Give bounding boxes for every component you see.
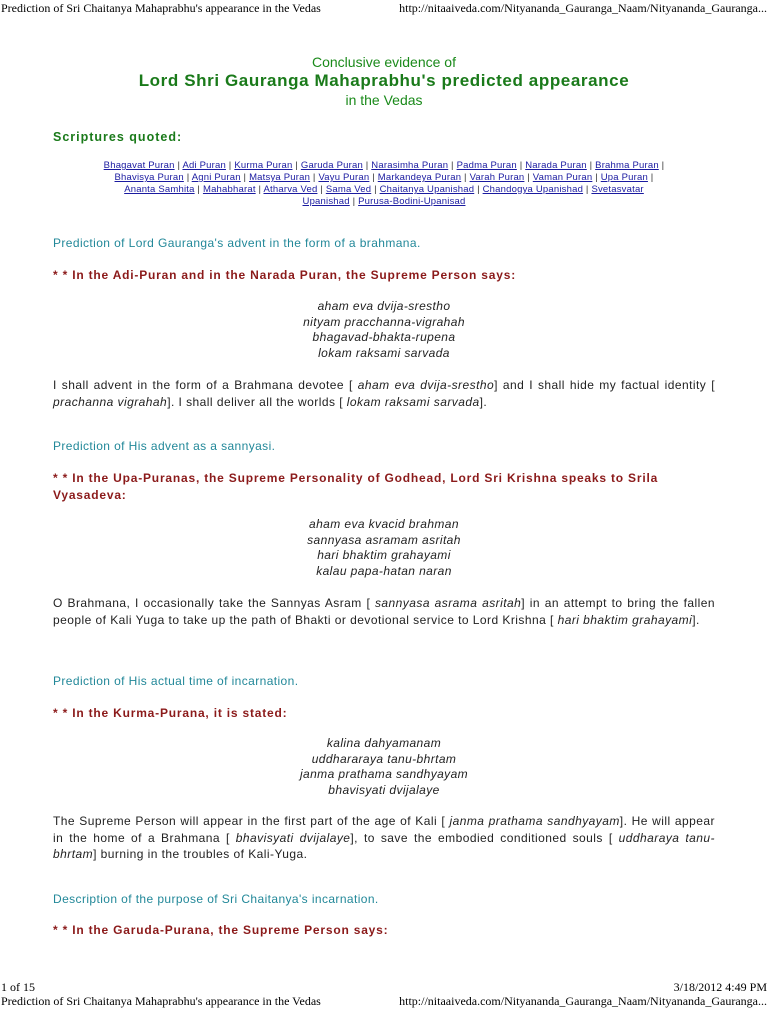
scripture-link[interactable]: Mahabharat	[202, 184, 256, 195]
scripture-link[interactable]: Brahma Puran	[595, 160, 659, 171]
link-separator: |	[592, 172, 601, 183]
sanskrit-phrase: aham eva dvija-srestho	[357, 378, 495, 392]
scriptures-heading: Scriptures quoted:	[53, 130, 183, 144]
link-separator: |	[448, 160, 457, 171]
scripture-link[interactable]: Matsya Puran	[249, 172, 311, 183]
verse-line: kalau papa-hatan naran	[316, 563, 452, 578]
scripture-links-row	[53, 184, 715, 196]
section-3-translation	[53, 813, 715, 863]
scripture-link[interactable]: Adi Puran	[182, 160, 226, 171]
heading-line-3: in the Vedas	[345, 92, 423, 108]
print-footer-line-2	[0, 994, 768, 1009]
link-separator: |	[474, 184, 483, 195]
link-separator: |	[310, 172, 319, 183]
verse-line: lokam raksami sarvada	[318, 345, 450, 360]
link-separator: |	[240, 172, 250, 183]
scripture-links-row	[53, 172, 715, 184]
print-header-title: Prediction of Sri Chaitanya Mahaprabhu's appearance in the Vedas	[1, 1, 321, 15]
translation-text: ] in an attempt to bring the fallen people of Kali Yuga to take up the path of Bhakti or devotional service to Lord Krishna [	[53, 596, 715, 627]
translation-text: I shall advent in the form of a Brahmana devotee [	[53, 378, 358, 392]
link-separator: |	[647, 172, 654, 183]
scripture-link[interactable]: Vaman Puran	[532, 172, 593, 183]
print-header	[0, 1, 768, 16]
translation-text: The Supreme Person will appear in the first part of the age of Kali [	[53, 814, 450, 828]
translation-text: ].	[692, 612, 700, 627]
sanskrit-phrase: bhavisyati dvijalaye	[235, 830, 351, 845]
link-separator: |	[174, 160, 183, 171]
translation-text: ] burning in the troubles of Kali-Yuga.	[93, 847, 308, 861]
verse-line: nityam pracchanna-vigrahah	[303, 314, 465, 329]
translation-text: ] and I shall hide my factual identity [	[494, 378, 715, 392]
scripture-link[interactable]: Varah Puran	[469, 172, 525, 183]
translation-text: ]. He will appear in the home of a Brahmana [	[53, 814, 715, 845]
section-1-verse	[53, 299, 715, 361]
section-1-title: Prediction of Lord Gauranga's advent in the form of a brahmana.	[53, 236, 421, 250]
scripture-link[interactable]: Vayu Puran	[318, 172, 370, 183]
section-2-title: Prediction of His advent as a sannyasi.	[53, 439, 276, 453]
translation-text: ]. I shall deliver all the worlds [	[167, 394, 347, 409]
verse-line: uddhararaya tanu-bhrtam	[311, 751, 457, 766]
section-4-source: * * In the Garuda-Purana, the Supreme Person says:	[53, 923, 389, 937]
sanskrit-phrase: lokam raksami sarvada	[346, 394, 480, 409]
verse-line: sannyasa asramam asritah	[307, 532, 461, 547]
scripture-link[interactable]: Purusa-Bodini-Upanisad	[358, 196, 466, 207]
verse-line: janma prathama sandhyayam	[299, 767, 469, 781]
translation-text: ], to save the embodied conditioned souls [	[350, 830, 619, 845]
scripture-link[interactable]: Chaitanya Upanishad	[379, 184, 475, 195]
scripture-links	[53, 160, 715, 208]
link-separator: |	[225, 160, 235, 171]
link-separator: |	[516, 160, 526, 171]
verse-line: aham eva kvacid brahman	[309, 517, 459, 531]
verse-line: bhavisyati dvijalaye	[328, 782, 440, 797]
scripture-link[interactable]: Chandogya Upanishad	[482, 184, 584, 195]
scripture-link[interactable]: Agni Puran	[191, 172, 241, 183]
link-separator: |	[369, 172, 378, 183]
page-number: 1 of 15	[1, 980, 35, 994]
link-separator: |	[183, 172, 192, 183]
link-separator: |	[586, 160, 596, 171]
link-separator: |	[255, 184, 264, 195]
print-footer-url: http://nitaaiveda.com/Nityananda_Gauranga_Naam/Nityananda_Gauranga...	[399, 994, 767, 1008]
scripture-links-row	[53, 160, 715, 172]
scripture-link[interactable]: Atharva Ved	[263, 184, 318, 195]
sanskrit-phrase: prachanna vigrahah	[53, 394, 168, 409]
scripture-link[interactable]: Upanishad	[302, 196, 350, 207]
link-separator: |	[658, 160, 665, 171]
scripture-link[interactable]: Garuda Puran	[300, 160, 363, 171]
page-title: Lord Shri Gauranga Mahaprabhu's predicted appearance	[138, 71, 630, 90]
section-2-verse	[53, 517, 715, 579]
section-2-translation	[53, 595, 715, 628]
section-4-title: Description of the purpose of Sri Chaitanya's incarnation.	[53, 892, 379, 906]
sanskrit-phrase: uddharaya tanu-bhrtam	[53, 830, 715, 861]
link-separator: |	[194, 184, 203, 195]
scripture-links-row	[53, 196, 715, 208]
scripture-link[interactable]: Sama Ved	[325, 184, 372, 195]
verse-line: hari bhaktim grahayami	[317, 548, 451, 562]
scripture-link[interactable]: Markandeya Puran	[377, 172, 462, 183]
link-separator: |	[461, 172, 470, 183]
sanskrit-phrase: janma prathama sandhyayam	[449, 814, 620, 828]
link-separator: |	[292, 160, 301, 171]
link-separator: |	[583, 184, 592, 195]
scripture-link[interactable]: Bhagavat Puran	[103, 160, 175, 171]
scripture-link[interactable]: Padma Puran	[456, 160, 517, 171]
scripture-link[interactable]: Kurma Puran	[234, 160, 293, 171]
scripture-link[interactable]: Upa Puran	[600, 172, 648, 183]
translation-text: O Brahmana, I occasionally take the Sannyas Asram [	[53, 596, 375, 610]
scripture-link[interactable]: Narada Puran	[525, 160, 587, 171]
print-footer-title: Prediction of Sri Chaitanya Mahaprabhu's appearance in the Vedas	[1, 994, 321, 1008]
translation-text: ].	[479, 394, 488, 409]
verse-line: aham eva dvija-srestho	[317, 299, 451, 313]
verse-line: bhagavad-bhakta-rupena	[312, 330, 456, 344]
scripture-link[interactable]: Ananta Samhita	[124, 184, 195, 195]
link-separator: |	[362, 160, 372, 171]
section-1-source: * * In the Adi-Puran and in the Narada Puran, the Supreme Person says:	[53, 268, 516, 282]
print-header-url: http://nitaaiveda.com/Nityananda_Gauranga_Naam/Nityananda_Gauranga...	[399, 1, 767, 15]
link-separator: |	[349, 196, 359, 207]
link-separator: |	[524, 172, 533, 183]
link-separator: |	[371, 184, 380, 195]
link-separator: |	[317, 184, 326, 195]
section-3-title: Prediction of His actual time of incarnation.	[53, 674, 299, 688]
sanskrit-phrase: sannyasa asrama asritah	[374, 596, 522, 610]
print-datetime: 3/18/2012 4:49 PM	[673, 980, 767, 994]
section-1-translation	[53, 377, 715, 410]
verse-line: kalina dahyamanam	[326, 736, 442, 750]
heading-line-1: Conclusive evidence of	[312, 54, 456, 70]
section-3-verse	[53, 736, 715, 798]
section-3-source: * * In the Kurma-Purana, it is stated:	[53, 706, 288, 720]
sanskrit-phrase: hari bhaktim grahayami	[557, 612, 693, 627]
scripture-link[interactable]: Narasimha Puran	[371, 160, 449, 171]
scripture-link[interactable]: Bhavisya Puran	[114, 172, 184, 183]
section-2-source: * * In the Upa-Puranas, the Supreme Personality of Godhead, Lord Sri Krishna speaks to Srila Vyasadeva:	[53, 471, 659, 502]
print-footer	[0, 980, 768, 995]
scripture-link[interactable]: Svetasvatar	[591, 184, 644, 195]
